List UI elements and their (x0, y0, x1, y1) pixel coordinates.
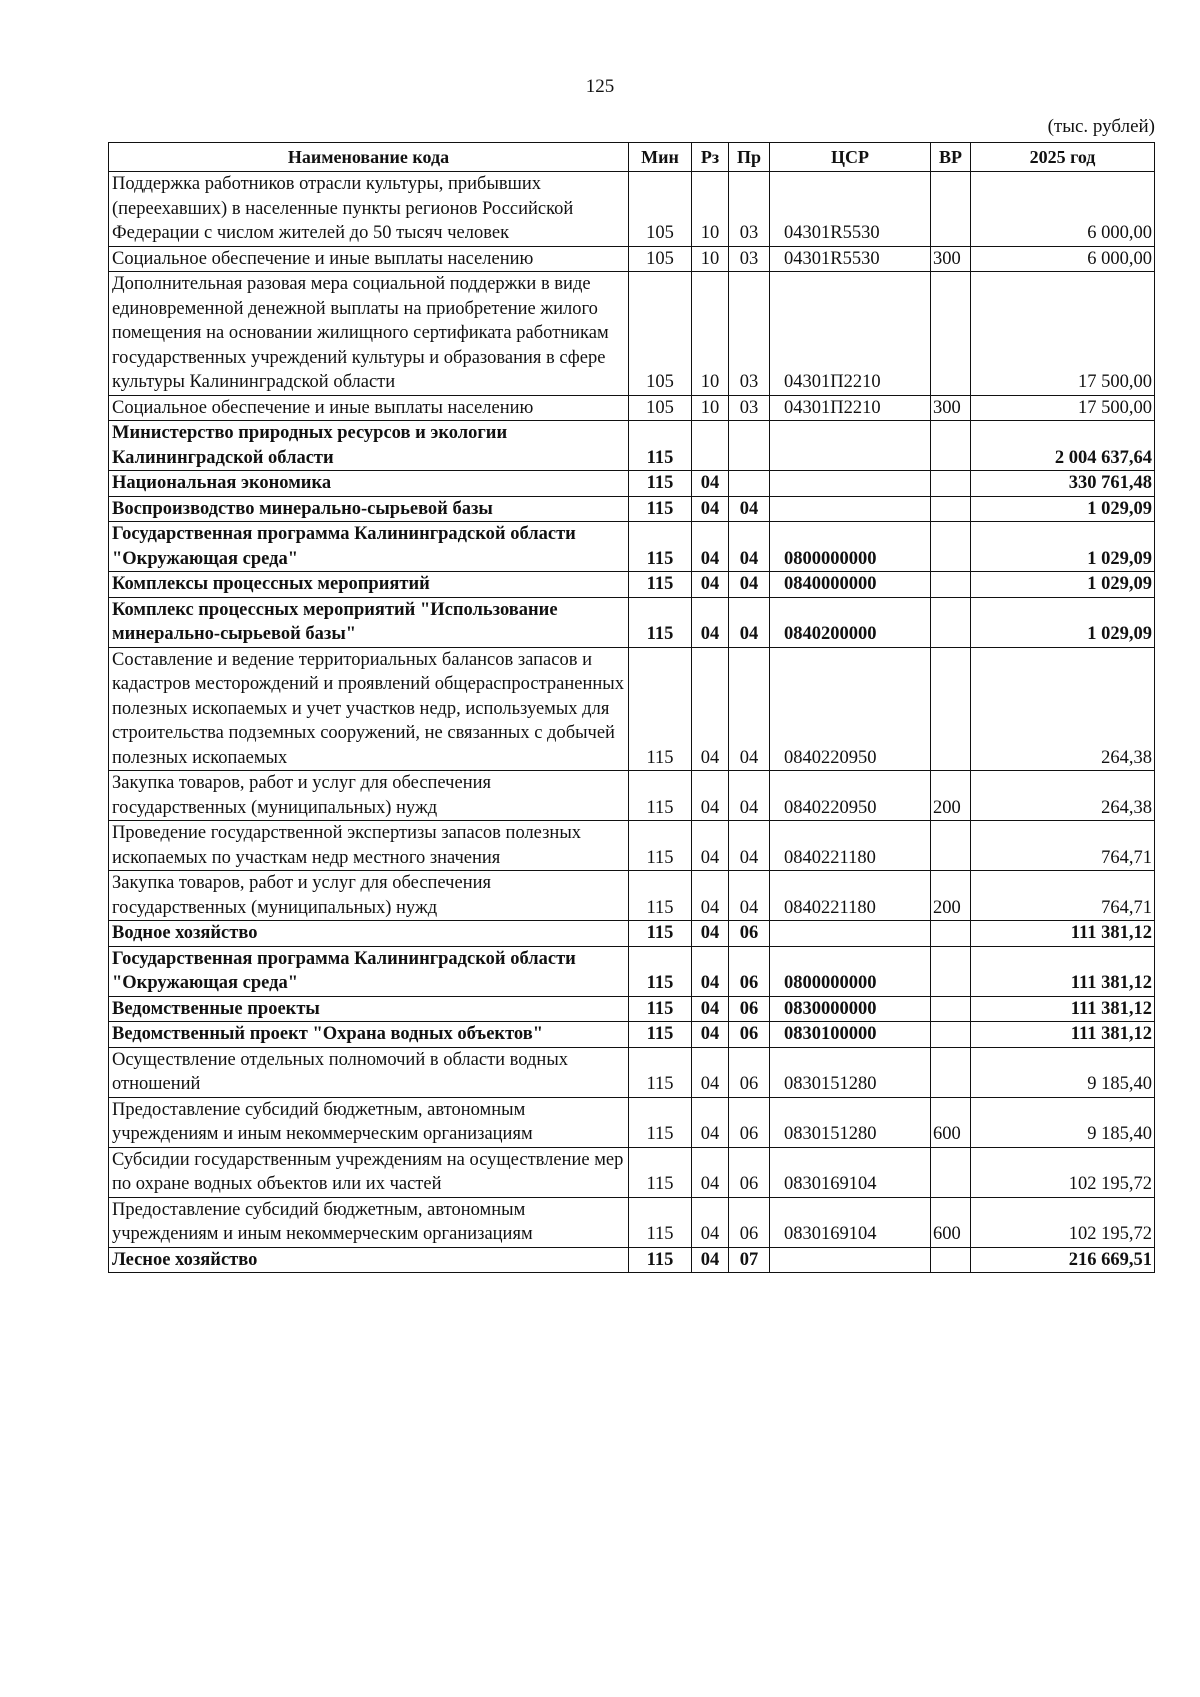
cell-csr: 0840220950 (770, 647, 931, 771)
cell-rz: 04 (692, 996, 729, 1022)
cell-pr: 04 (729, 597, 770, 647)
cell-rz: 04 (692, 1197, 729, 1247)
cell-csr: 0840221180 (770, 821, 931, 871)
cell-pr: 04 (729, 647, 770, 771)
cell-min: 115 (629, 1247, 692, 1273)
cell-pr: 03 (729, 246, 770, 272)
cell-amount: 17 500,00 (971, 272, 1155, 396)
table-row (109, 946, 1155, 996)
cell-pr: 04 (729, 496, 770, 522)
cell-vr (931, 597, 971, 647)
cell-rz: 04 (692, 1147, 729, 1197)
cell-amount: 111 381,12 (971, 996, 1155, 1022)
cell-pr: 06 (729, 1047, 770, 1097)
cell-min: 115 (629, 1147, 692, 1197)
cell-pr (729, 421, 770, 471)
cell-csr (770, 1247, 931, 1273)
table-row (109, 597, 1155, 647)
header-pr: Пр (729, 143, 770, 172)
table-row (109, 1197, 1155, 1247)
header-csr: ЦСР (770, 143, 931, 172)
table-row (109, 871, 1155, 921)
table-row (109, 1047, 1155, 1097)
cell-pr: 06 (729, 1147, 770, 1197)
cell-name: Комплексы процессных мероприятий (109, 572, 629, 598)
cell-amount: 6 000,00 (971, 246, 1155, 272)
table-row (109, 921, 1155, 947)
table-row (109, 821, 1155, 871)
cell-min: 115 (629, 921, 692, 947)
cell-rz: 04 (692, 946, 729, 996)
cell-csr: 0800000000 (770, 522, 931, 572)
cell-csr: 04301П2210 (770, 272, 931, 396)
cell-pr: 06 (729, 996, 770, 1022)
cell-name: Предоставление субсидий бюджетным, автономным учреждениям и иным некоммерческим организациям (109, 1097, 629, 1147)
cell-min: 115 (629, 771, 692, 821)
table-header-row (109, 143, 1155, 172)
cell-vr (931, 172, 971, 247)
table-row (109, 996, 1155, 1022)
cell-min: 115 (629, 1097, 692, 1147)
header-amount: 2025 год (971, 143, 1155, 172)
cell-pr: 06 (729, 1097, 770, 1147)
cell-name: Проведение государственной экспертизы запасов полезных ископаемых по участкам недр местного значения (109, 821, 629, 871)
cell-amount: 6 000,00 (971, 172, 1155, 247)
cell-min: 115 (629, 522, 692, 572)
cell-csr: 0830000000 (770, 996, 931, 1022)
cell-rz: 04 (692, 496, 729, 522)
cell-amount: 111 381,12 (971, 946, 1155, 996)
cell-min: 105 (629, 172, 692, 247)
cell-amount: 264,38 (971, 647, 1155, 771)
cell-rz (692, 421, 729, 471)
cell-amount: 102 195,72 (971, 1147, 1155, 1197)
cell-name: Закупка товаров, работ и услуг для обеспечения государственных (муниципальных) нужд (109, 771, 629, 821)
cell-pr: 06 (729, 1197, 770, 1247)
cell-amount: 2 004 637,64 (971, 421, 1155, 471)
cell-rz: 10 (692, 395, 729, 421)
table-row (109, 572, 1155, 598)
cell-pr: 04 (729, 522, 770, 572)
cell-rz: 04 (692, 1047, 729, 1097)
cell-name: Ведомственные проекты (109, 996, 629, 1022)
cell-vr (931, 647, 971, 771)
cell-min: 115 (629, 1047, 692, 1097)
table-body (109, 172, 1155, 1273)
cell-min: 105 (629, 395, 692, 421)
cell-vr (931, 1147, 971, 1197)
cell-rz: 04 (692, 771, 729, 821)
cell-rz: 04 (692, 921, 729, 947)
cell-vr: 600 (931, 1097, 971, 1147)
cell-csr: 0830169104 (770, 1197, 931, 1247)
cell-rz: 04 (692, 522, 729, 572)
cell-name: Составление и ведение территориальных балансов запасов и кадастров месторождений и проявлений общераспространенных полезных ископаемых и учет участков недр, используемых для строительства подземных сооружений, не связанных с добычей полезных ископаемых (109, 647, 629, 771)
cell-csr: 0840200000 (770, 597, 931, 647)
budget-table (108, 142, 1155, 1273)
table-row (109, 421, 1155, 471)
cell-name: Ведомственный проект "Охрана водных объектов" (109, 1022, 629, 1048)
cell-name: Национальная экономика (109, 471, 629, 497)
cell-name: Осуществление отдельных полномочий в области водных отношений (109, 1047, 629, 1097)
cell-amount: 1 029,09 (971, 572, 1155, 598)
cell-rz: 04 (692, 1247, 729, 1273)
page-number: 125 (585, 76, 615, 97)
cell-amount: 764,71 (971, 871, 1155, 921)
cell-name: Водное хозяйство (109, 921, 629, 947)
cell-amount: 111 381,12 (971, 921, 1155, 947)
table-row (109, 647, 1155, 771)
cell-name: Субсидии государственным учреждениям на осуществление мер по охране водных объектов или их частей (109, 1147, 629, 1197)
cell-vr: 200 (931, 771, 971, 821)
cell-vr (931, 946, 971, 996)
cell-vr (931, 821, 971, 871)
cell-min: 115 (629, 597, 692, 647)
cell-pr: 03 (729, 395, 770, 421)
cell-vr: 300 (931, 395, 971, 421)
cell-vr (931, 496, 971, 522)
cell-name: Воспроизводство минерально-сырьевой базы (109, 496, 629, 522)
cell-vr (931, 1247, 971, 1273)
cell-pr: 03 (729, 272, 770, 396)
cell-csr: 0800000000 (770, 946, 931, 996)
cell-csr (770, 471, 931, 497)
header-min: Мин (629, 143, 692, 172)
cell-vr (931, 471, 971, 497)
cell-amount: 1 029,09 (971, 496, 1155, 522)
table-row (109, 771, 1155, 821)
cell-name: Предоставление субсидий бюджетным, автономным учреждениям и иным некоммерческим организациям (109, 1197, 629, 1247)
cell-amount: 1 029,09 (971, 522, 1155, 572)
unit-label: (тыс. рублей) (1047, 116, 1155, 137)
cell-min: 115 (629, 821, 692, 871)
cell-name: Дополнительная разовая мера социальной поддержки в виде единовременной денежной выплаты на приобретение жилого помещения на основании жилищного сертификата работникам государственных учреждений культуры и образования в сфере культуры Калининградской области (109, 272, 629, 396)
cell-amount: 17 500,00 (971, 395, 1155, 421)
header-rz: Рз (692, 143, 729, 172)
cell-pr: 03 (729, 172, 770, 247)
cell-vr (931, 421, 971, 471)
cell-min: 115 (629, 471, 692, 497)
cell-pr: 06 (729, 921, 770, 947)
table-row (109, 272, 1155, 396)
cell-pr: 06 (729, 946, 770, 996)
cell-min: 115 (629, 496, 692, 522)
cell-csr (770, 421, 931, 471)
cell-csr: 0830100000 (770, 1022, 931, 1048)
cell-rz: 10 (692, 272, 729, 396)
cell-amount: 111 381,12 (971, 1022, 1155, 1048)
cell-amount: 330 761,48 (971, 471, 1155, 497)
cell-csr: 0830151280 (770, 1097, 931, 1147)
table-row (109, 1022, 1155, 1048)
cell-name: Государственная программа Калининградской области "Окружающая среда" (109, 522, 629, 572)
cell-name: Социальное обеспечение и иные выплаты населению (109, 395, 629, 421)
cell-min: 115 (629, 996, 692, 1022)
cell-csr: 0840221180 (770, 871, 931, 921)
cell-vr (931, 522, 971, 572)
cell-vr (931, 1047, 971, 1097)
cell-amount: 216 669,51 (971, 1247, 1155, 1273)
cell-rz: 04 (692, 871, 729, 921)
cell-pr: 04 (729, 871, 770, 921)
table-row (109, 172, 1155, 247)
table-row (109, 1097, 1155, 1147)
cell-rz: 04 (692, 1022, 729, 1048)
cell-csr: 04301П2210 (770, 395, 931, 421)
cell-amount: 9 185,40 (971, 1097, 1155, 1147)
cell-pr: 04 (729, 771, 770, 821)
cell-csr: 0830169104 (770, 1147, 931, 1197)
cell-csr: 04301R5530 (770, 246, 931, 272)
cell-pr: 07 (729, 1247, 770, 1273)
cell-min: 115 (629, 647, 692, 771)
cell-amount: 764,71 (971, 821, 1155, 871)
cell-rz: 04 (692, 1097, 729, 1147)
cell-vr (931, 572, 971, 598)
cell-csr (770, 921, 931, 947)
cell-rz: 10 (692, 246, 729, 272)
cell-pr: 04 (729, 821, 770, 871)
cell-name: Поддержка работников отрасли культуры, прибывших (переехавших) в населенные пункты регионов Российской Федерации с числом жителей до 50 тысяч человек (109, 172, 629, 247)
table-row (109, 471, 1155, 497)
cell-pr (729, 471, 770, 497)
cell-csr (770, 496, 931, 522)
cell-rz: 10 (692, 172, 729, 247)
cell-name: Лесное хозяйство (109, 1247, 629, 1273)
cell-csr: 0840000000 (770, 572, 931, 598)
cell-name: Государственная программа Калининградской области "Окружающая среда" (109, 946, 629, 996)
cell-min: 115 (629, 871, 692, 921)
table-row (109, 395, 1155, 421)
table-row (109, 246, 1155, 272)
cell-min: 115 (629, 946, 692, 996)
cell-rz: 04 (692, 647, 729, 771)
table-row (109, 522, 1155, 572)
cell-min: 115 (629, 572, 692, 598)
table-row (109, 1247, 1155, 1273)
cell-name: Социальное обеспечение и иные выплаты населению (109, 246, 629, 272)
cell-csr: 0830151280 (770, 1047, 931, 1097)
cell-min: 105 (629, 246, 692, 272)
cell-csr: 0840220950 (770, 771, 931, 821)
cell-amount: 264,38 (971, 771, 1155, 821)
cell-vr: 600 (931, 1197, 971, 1247)
cell-pr: 06 (729, 1022, 770, 1048)
cell-amount: 1 029,09 (971, 597, 1155, 647)
cell-name: Комплекс процессных мероприятий "Использование минерально-сырьевой базы" (109, 597, 629, 647)
cell-name: Закупка товаров, работ и услуг для обеспечения государственных (муниципальных) нужд (109, 871, 629, 921)
cell-min: 105 (629, 272, 692, 396)
cell-csr: 04301R5530 (770, 172, 931, 247)
cell-min: 115 (629, 1022, 692, 1048)
header-vr: ВР (931, 143, 971, 172)
cell-min: 115 (629, 421, 692, 471)
cell-amount: 102 195,72 (971, 1197, 1155, 1247)
cell-vr: 200 (931, 871, 971, 921)
header-name: Наименование кода (109, 143, 629, 172)
cell-rz: 04 (692, 597, 729, 647)
cell-vr (931, 272, 971, 396)
cell-rz: 04 (692, 821, 729, 871)
table-row (109, 1147, 1155, 1197)
cell-pr: 04 (729, 572, 770, 598)
cell-rz: 04 (692, 572, 729, 598)
cell-vr (931, 996, 971, 1022)
cell-vr: 300 (931, 246, 971, 272)
cell-vr (931, 921, 971, 947)
table-row (109, 496, 1155, 522)
cell-min: 115 (629, 1197, 692, 1247)
cell-amount: 9 185,40 (971, 1047, 1155, 1097)
cell-vr (931, 1022, 971, 1048)
cell-rz: 04 (692, 471, 729, 497)
cell-name: Министерство природных ресурсов и экологии Калининградской области (109, 421, 629, 471)
